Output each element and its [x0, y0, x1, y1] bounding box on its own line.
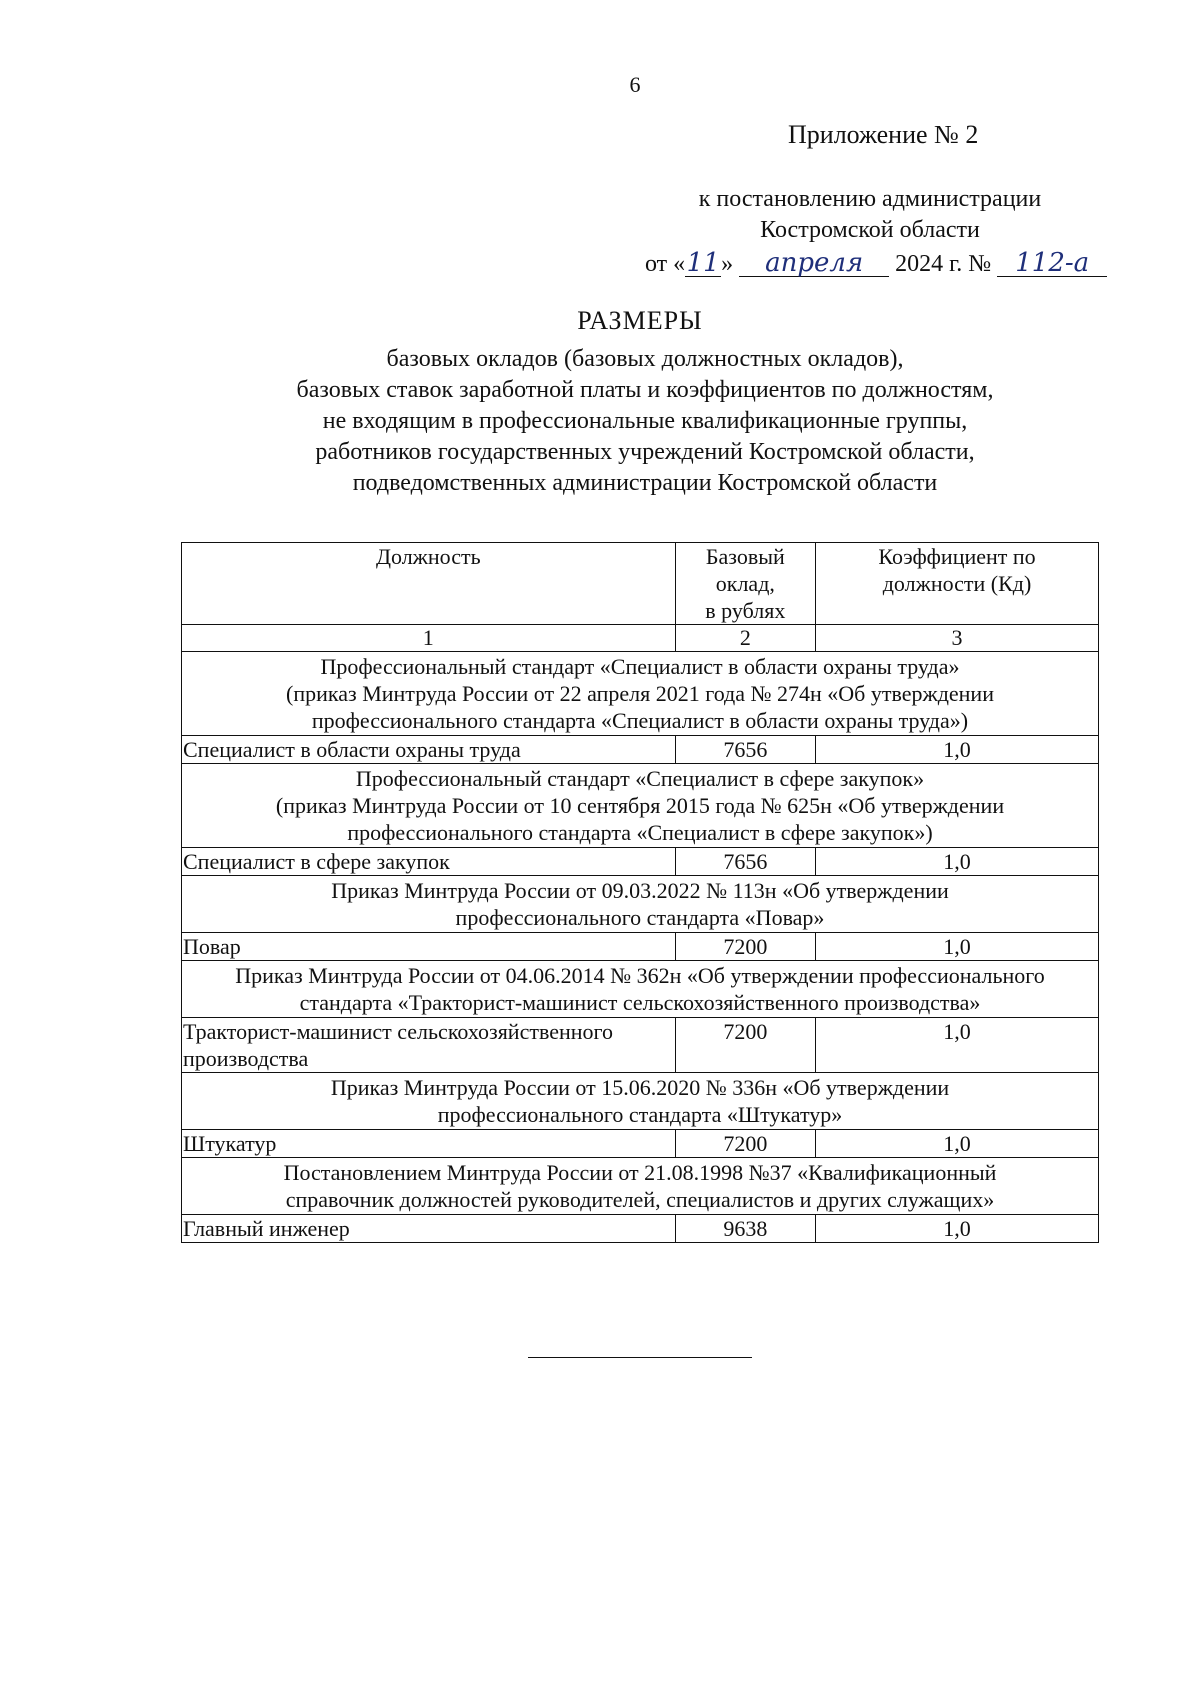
salary-table [181, 542, 1099, 1243]
document-subtitle [180, 344, 1110, 499]
cell-coefficient: 1,0 [816, 848, 1099, 876]
section-title [182, 652, 1099, 736]
cell-position: Главный инженер [182, 1215, 676, 1243]
section-title [182, 764, 1099, 848]
decree-reference [640, 184, 1100, 246]
section-title-line: Профессиональный стандарт «Специалист в области охраны труда» [320, 654, 960, 679]
table-row [182, 1215, 1099, 1243]
section-title-line: стандарта «Тракторист-машинист сельскохозяйственного производства» [299, 990, 981, 1015]
header-salary-line: в рублях [705, 598, 786, 623]
header-position: Должность [182, 543, 676, 625]
page-number: 6 [629, 72, 641, 97]
table-row [182, 933, 1099, 961]
cell-coefficient: 1,0 [816, 736, 1099, 764]
section-header-row [182, 764, 1099, 848]
handwritten-day: 11 [686, 248, 720, 278]
section-title [182, 1073, 1099, 1130]
subtitle-line: базовых ставок заработной платы и коэффициентов по должностям, [296, 377, 994, 403]
cell-salary: 7200 [675, 933, 815, 961]
cell-position: Штукатур [182, 1130, 676, 1158]
header-salary [675, 543, 815, 625]
column-number-row [182, 625, 1099, 652]
section-header-row [182, 1073, 1099, 1130]
cell-salary: 7656 [675, 848, 815, 876]
decree-date-line [645, 250, 1107, 278]
table-row [182, 736, 1099, 764]
section-title-line: профессионального стандарта «Повар» [455, 905, 825, 930]
cell-position: Повар [182, 933, 676, 961]
section-title-line: Профессиональный стандарт «Специалист в сфере закупок» [355, 766, 925, 791]
section-header-row [182, 961, 1099, 1018]
table-row [182, 848, 1099, 876]
section-title [182, 876, 1099, 933]
header-salary-line: оклад, [715, 571, 775, 596]
document-heading: РАЗМЕРЫ [577, 306, 703, 335]
cell-position-line: Тракторист-машинист сельскохозяйственного [183, 1019, 614, 1044]
date-prefix: от « [645, 251, 686, 277]
handwritten-number: 112-а [997, 250, 1107, 277]
cell-coefficient: 1,0 [816, 1215, 1099, 1243]
date-year: 2024 г. № [895, 251, 992, 277]
header-coefficient-line: Коэффициент по [878, 544, 1036, 569]
cell-position: Специалист в сфере закупок [182, 848, 676, 876]
subtitle-line: работников государственных учреждений Костромской области, [315, 439, 975, 465]
section-title-line: справочник должностей руководителей, специалистов и других служащих» [285, 1187, 995, 1212]
section-title-line: профессионального стандарта «Специалист в области охраны труда») [311, 708, 969, 733]
subtitle-line: подведомственных администрации Костромской области [352, 470, 938, 496]
section-title-line: профессионального стандарта «Специалист в сфере закупок») [347, 820, 933, 845]
section-title-line: (приказ Минтруда России от 22 апреля 2021 года № 274н «Об утверждении [286, 681, 994, 706]
column-number: 1 [182, 625, 676, 652]
subtitle-line: не входящим в профессиональные квалификационные группы, [322, 408, 968, 434]
cell-position-line: производства [183, 1046, 309, 1071]
section-header-row [182, 1158, 1099, 1215]
section-header-row [182, 652, 1099, 736]
end-rule-divider [528, 1357, 752, 1358]
header-coefficient [816, 543, 1099, 625]
decree-ref-line-1: к постановлению администрации [698, 186, 1042, 212]
header-coefficient-line: должности (Кд) [882, 571, 1032, 596]
cell-coefficient: 1,0 [816, 1018, 1099, 1073]
appendix-title: Приложение № 2 [788, 120, 979, 149]
table-row [182, 1130, 1099, 1158]
section-header-row [182, 876, 1099, 933]
cell-coefficient: 1,0 [816, 933, 1099, 961]
section-title-line: профессионального стандарта «Штукатур» [437, 1102, 843, 1127]
table-header-row [182, 543, 1099, 625]
cell-coefficient: 1,0 [816, 1130, 1099, 1158]
cell-position: Специалист в области охраны труда [182, 736, 676, 764]
section-title [182, 961, 1099, 1018]
header-salary-line: Базовый [705, 544, 785, 569]
handwritten-month: апреля [739, 250, 889, 277]
cell-salary: 7656 [675, 736, 815, 764]
column-number: 3 [816, 625, 1099, 652]
section-title-line: (приказ Минтруда России от 10 сентября 2015 года № 625н «Об утверждении [275, 793, 1005, 818]
cell-salary: 7200 [675, 1018, 815, 1073]
section-title-line: Приказ Минтруда России от 04.06.2014 № 362н «Об утверждении профессионального [235, 963, 1045, 988]
section-title-line: Приказ Минтруда России от 15.06.2020 № 336н «Об утверждении [330, 1075, 950, 1100]
cell-salary: 7200 [675, 1130, 815, 1158]
table-row [182, 1018, 1099, 1073]
column-number: 2 [675, 625, 815, 652]
cell-salary: 9638 [675, 1215, 815, 1243]
subtitle-line: базовых окладов (базовых должностных окладов), [386, 346, 904, 372]
date-mid: » [721, 251, 734, 277]
section-title [182, 1158, 1099, 1215]
section-title-line: Приказ Минтруда России от 09.03.2022 № 113н «Об утверждении [331, 878, 949, 903]
decree-ref-line-2: Костромской области [760, 217, 980, 243]
section-title-line: Постановлением Минтруда России от 21.08.1998 №37 «Квалификационный [283, 1160, 997, 1185]
cell-position [182, 1018, 676, 1073]
